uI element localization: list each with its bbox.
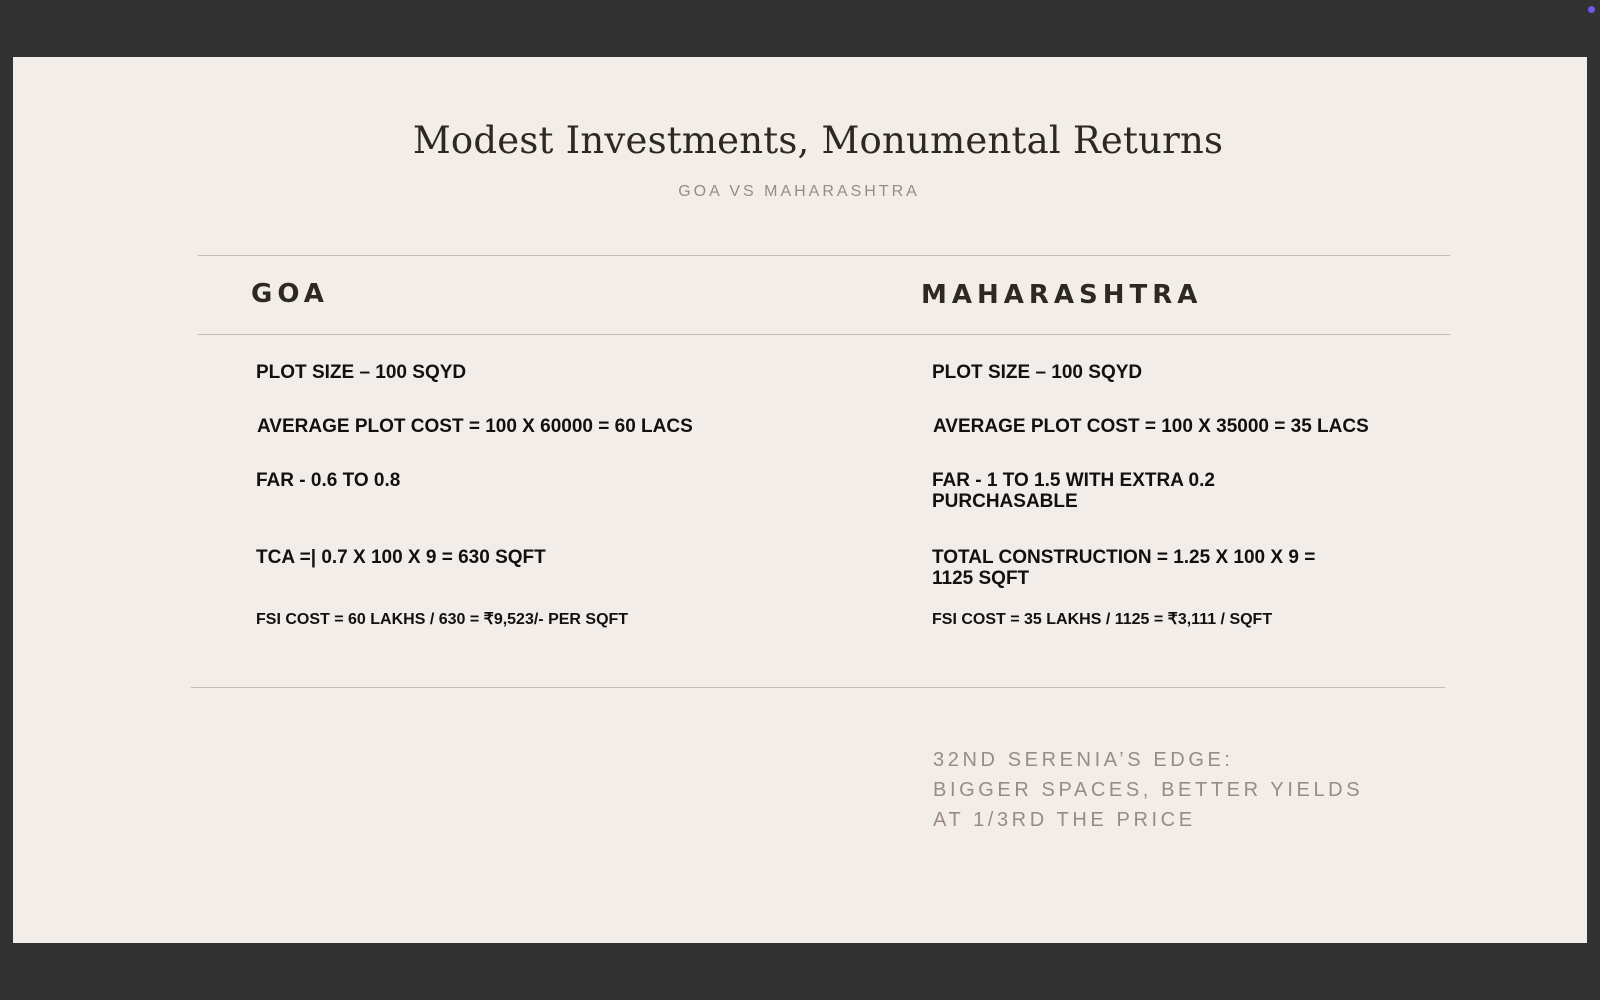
- maharashtra-average-plot-cost: AVERAGE PLOT COST = 100 X 35000 = 35 LACS: [933, 416, 1369, 437]
- goa-average-plot-cost: AVERAGE PLOT COST = 100 X 60000 = 60 LACS: [257, 416, 693, 437]
- tagline: [933, 745, 1363, 835]
- maharashtra-plot-size: PLOT SIZE – 100 SQYD: [932, 362, 1143, 383]
- status-dot-icon: [1588, 6, 1595, 13]
- tagline-line: 32ND SERENIA’S EDGE:: [933, 749, 1234, 771]
- goa-far: FAR - 0.6 TO 0.8: [256, 470, 401, 491]
- goa-tca: TCA =| 0.7 X 100 X 9 = 630 SQFT: [256, 547, 546, 568]
- divider-bottom: [191, 687, 1445, 688]
- maharashtra-fsi-cost: FSI COST = 35 LAKHS / 1125 = ₹3,111 / SQFT: [932, 611, 1273, 628]
- divider-top: [198, 255, 1450, 256]
- maharashtra-total-construction: TOTAL CONSTRUCTION = 1.25 X 100 X 9 = 1125 SQFT: [932, 547, 1316, 589]
- slide: [13, 57, 1587, 943]
- column-heading-maharashtra: MAHARASHTRA: [921, 280, 1203, 310]
- slide-subtitle: GOA VS MAHARASHTRA: [678, 183, 920, 200]
- goa-plot-size: PLOT SIZE – 100 SQYD: [256, 362, 467, 383]
- tagline-line: AT 1/3RD THE PRICE: [933, 809, 1196, 831]
- divider-header: [198, 334, 1450, 335]
- maharashtra-far: FAR - 1 TO 1.5 WITH EXTRA 0.2 PURCHASABLE: [932, 470, 1215, 512]
- goa-fsi-cost: FSI COST = 60 LAKHS / 630 = ₹9,523/- PER SQFT: [256, 611, 629, 628]
- tagline-line: BIGGER SPACES, BETTER YIELDS: [933, 779, 1364, 801]
- column-heading-goa: GOA: [251, 279, 329, 309]
- slide-title: Modest Investments, Monumental Returns: [412, 119, 1224, 162]
